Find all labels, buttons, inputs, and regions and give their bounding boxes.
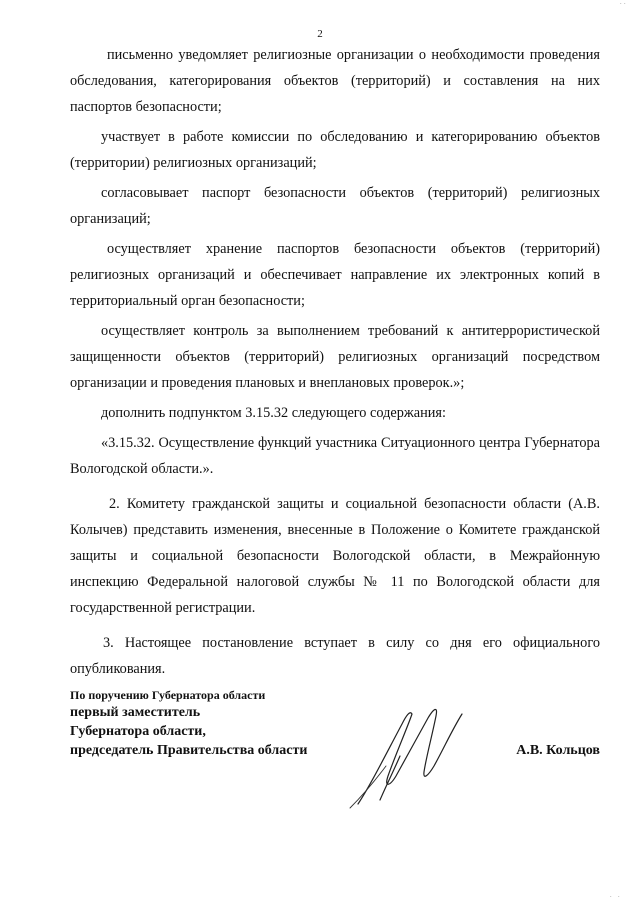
paragraph-approve-passport: согласовывает паспорт безопасности объектов (территорий) религиозных организаций; <box>70 185 600 227</box>
paragraph-item-2: 2. Комитету гражданской защиты и социальной безопасности области (А.В. Колычев) представить изменения, внесенные в Положение о Комитете гражданской защиты и социальной безопасности Вологодской области, в Межрайонную инспекцию Федеральной налоговой службы № 11 по Вологодской области для государственной регистрации. <box>70 496 600 616</box>
paragraph-commission: участвует в работе комиссии по обследованию и категорированию объектов (территории) религиозных организаций; <box>70 129 600 171</box>
signature-block <box>70 688 610 818</box>
by-order-label: По поручению Губернатора области <box>70 688 266 702</box>
paragraph-control: осуществляет контроль за выполнением требований к антитеррористической защищенности объектов (территорий) религиозных организаций посредством организации и проведения плановых и внеплановых проверок.»; <box>70 323 600 391</box>
paragraph-notify: письменно уведомляет религиозные организации о необходимости проведения обследования, категорирования объектов (территорий) и составления на них паспортов безопасности; <box>70 47 600 115</box>
paragraph-add-subitem: дополнить подпунктом 3.15.32 следующего содержания: <box>101 405 446 421</box>
page-number: 2 <box>317 28 323 40</box>
paragraph-item-3: 3. Настоящее постановление вступает в силу со дня его официального опубликования. <box>70 635 600 677</box>
signer-position-line-3: председатель Правительства области <box>70 743 308 758</box>
paragraph-storage: осуществляет хранение паспортов безопасности объектов (территорий) религиозных организаций и обеспечивает направление их электронных копий в территориальный орган безопасности; <box>70 241 600 309</box>
footer-mark: · · <box>609 893 622 901</box>
handwritten-signature <box>340 696 490 811</box>
corner-mark: · · <box>619 0 626 8</box>
signer-name: А.В. Кольцов <box>516 743 600 758</box>
signer-position-line-1: первый заместитель <box>70 705 201 720</box>
document-body <box>70 42 600 682</box>
paragraph-subitem-text: «3.15.32. Осуществление функций участника Ситуационного центра Губернатора Вологодской области.». <box>70 435 600 477</box>
signer-position-line-2: Губернатора области, <box>70 724 206 739</box>
